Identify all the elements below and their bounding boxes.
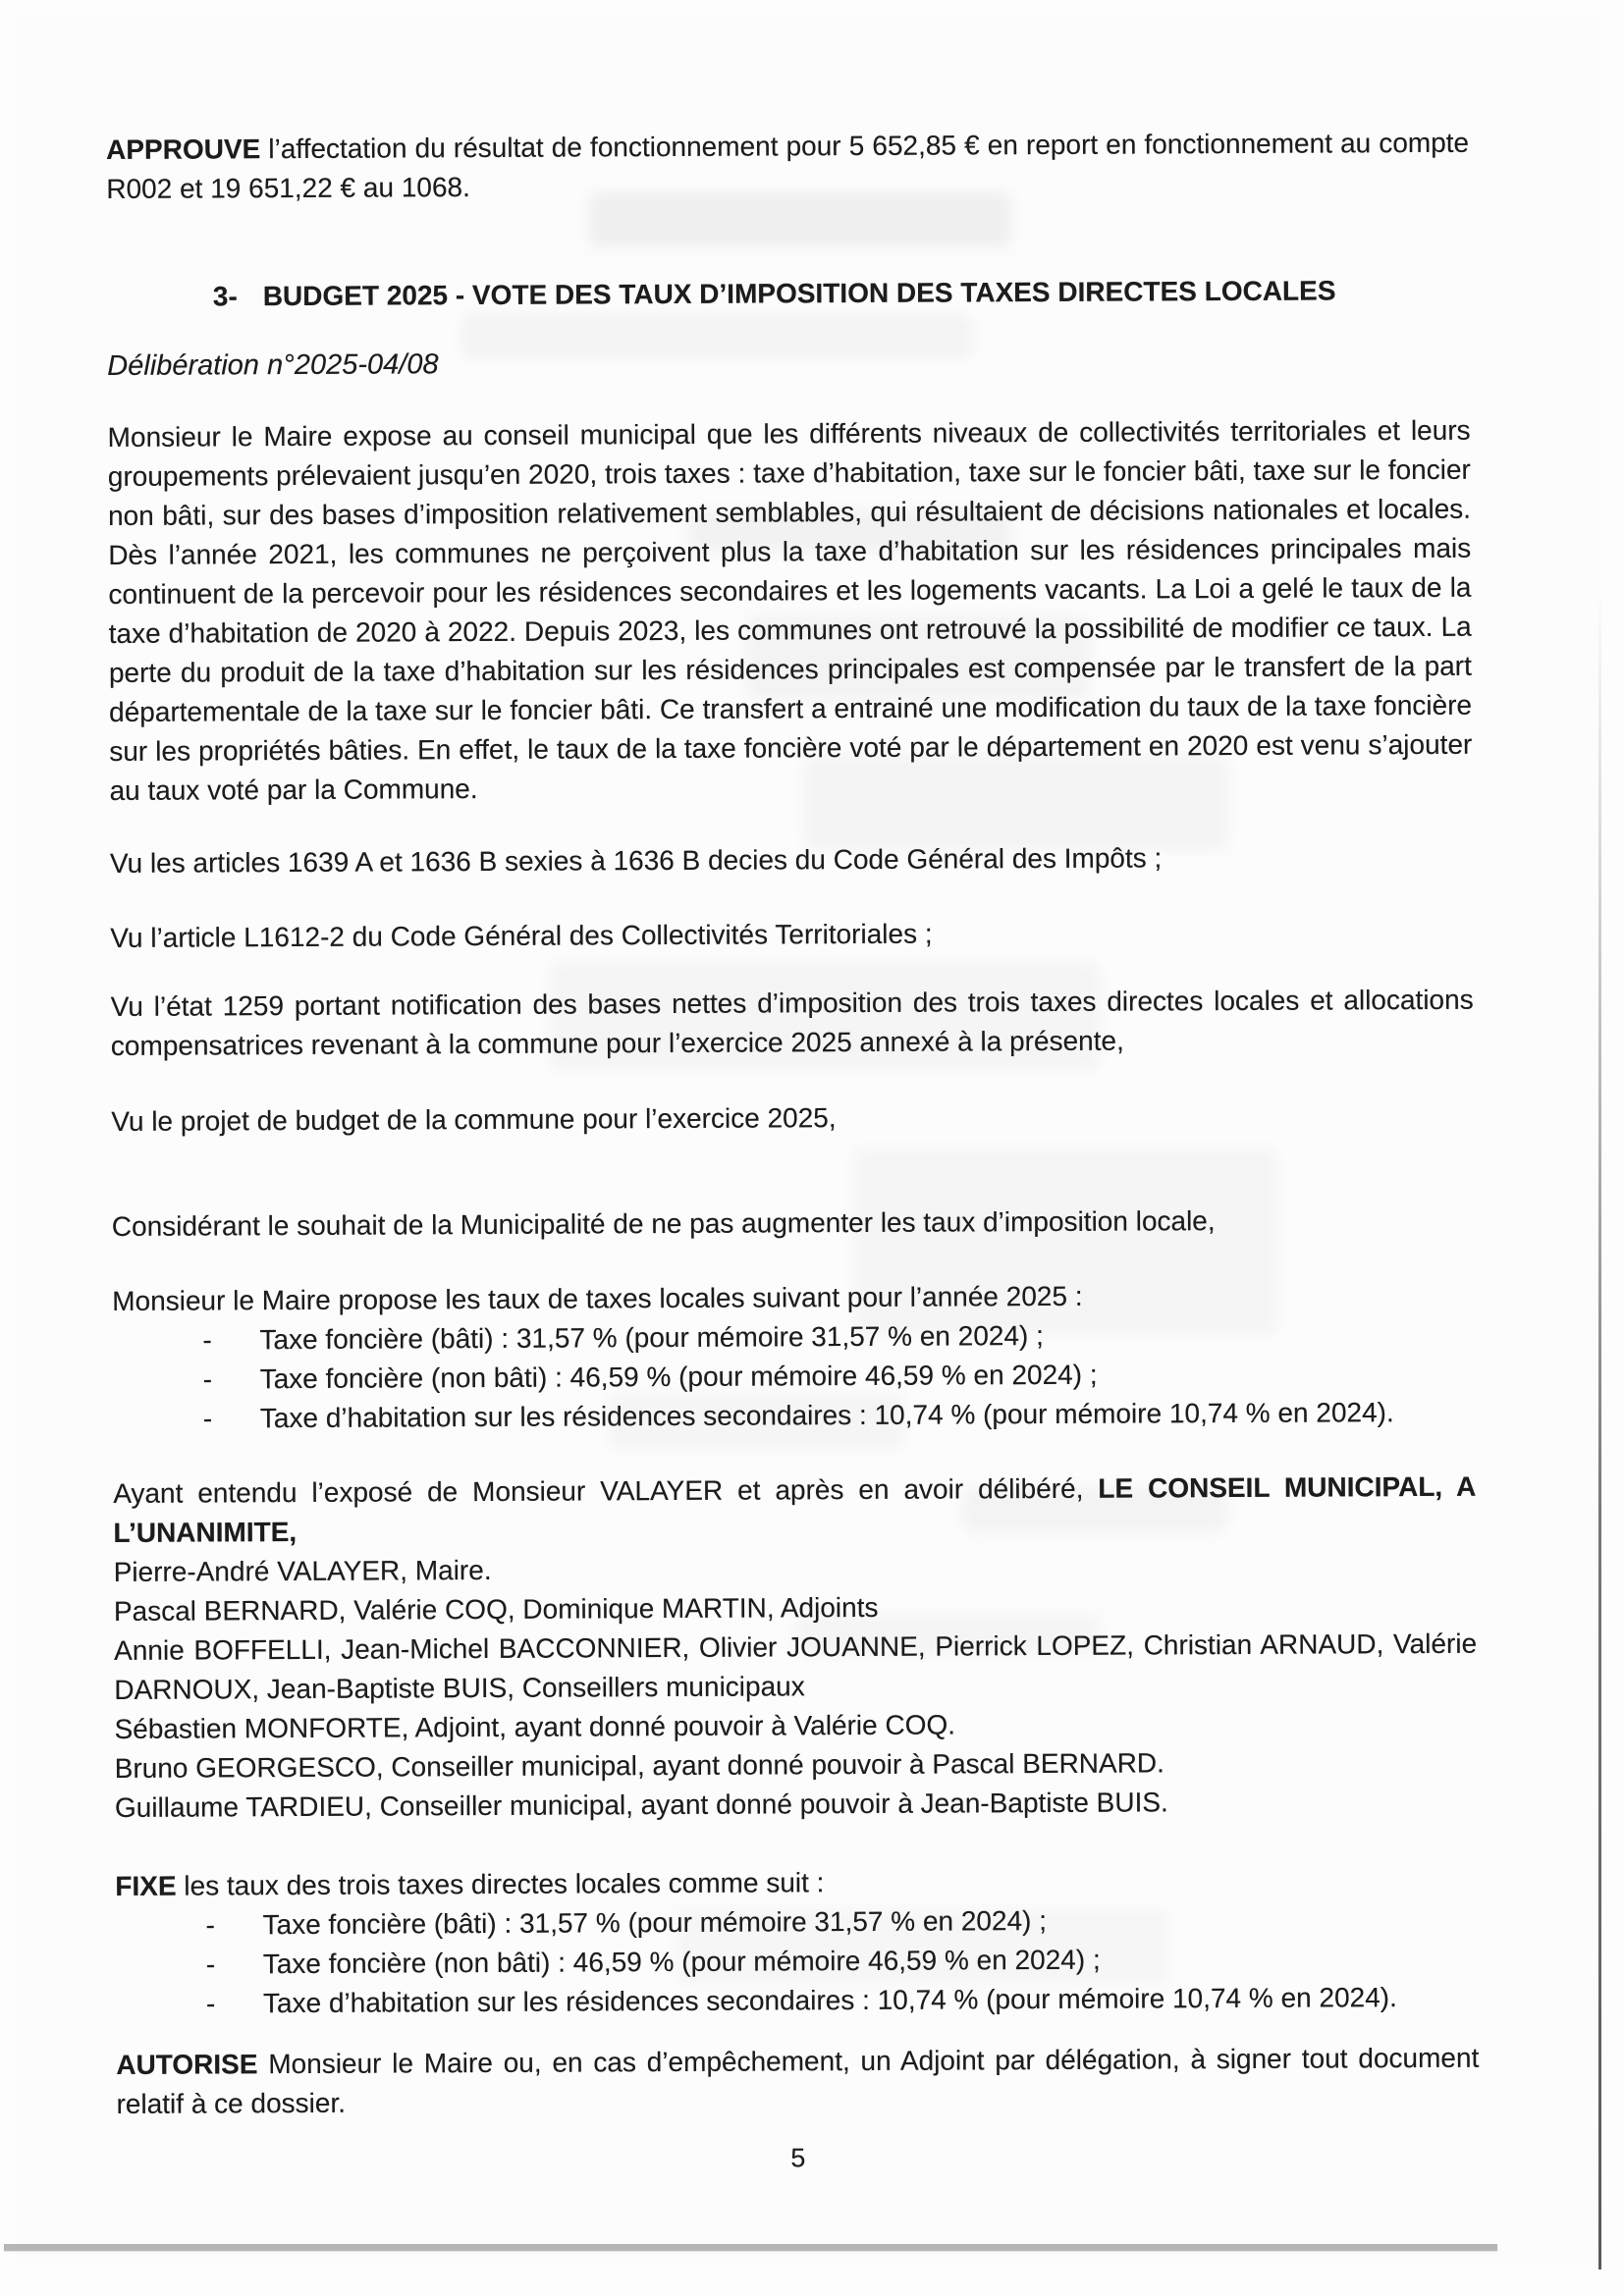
proposed-rate-text: Taxe foncière (bâti) : 31,57 % (pour mémoire 31,57 % en 2024) ; (259, 1320, 1044, 1356)
visa-budget: Vu le projet de budget de la commune pour l’exercice 2025, (111, 1102, 837, 1137)
section-heading (107, 271, 1470, 317)
decision-bold-text: LE CONSEIL MUNICIPAL, A L’UNANIMITE (113, 1470, 1477, 1548)
fixe-text: les taux des trois taxes directes locales comme suit : (184, 1867, 825, 1901)
scan-edge-line-right (1598, 589, 1601, 2269)
attendee-line: Guillaume TARDIEU, Conseiller municipal, ayant donné pouvoir à Jean-Baptiste BUIS. (114, 1787, 1168, 1823)
approuve-text: l’affectation du résultat de fonctionnement pour 5 652,85 € en report en fonctionnement au compte R002 et 19 651,22 € au 1068. (106, 127, 1470, 204)
section-title: BUDGET 2025 - VOTE DES TAUX D’IMPOSITION DES TAXES DIRECTES LOCALES (262, 275, 1336, 312)
fixed-rate-text: Taxe foncière (non bâti) : 46,59 % (pour mémoire 46,59 % en 2024) ; (262, 1944, 1101, 1980)
bullet-dash: - (205, 1949, 216, 1980)
keyword-autorise: AUTORISE (116, 2049, 258, 2080)
fixed-rate-text: Taxe foncière (bâti) : 31,57 % (pour mémoire 31,57 % en 2024) ; (262, 1905, 1048, 1941)
keyword-approuve: APPROUVE (106, 133, 261, 165)
bullet-dash: - (202, 1403, 213, 1434)
visa-article-l1612: Vu l’article L1612-2 du Code Général des Collectivités Territoriales ; (110, 918, 933, 953)
autorise-text: Monsieur le Maire ou, en cas d’empêchement, un Adjoint par délégation, à signer tout document relatif à ce dossier. (116, 2042, 1480, 2119)
visa-etat-1259: Vu l’état 1259 portant notification des bases nettes d’imposition des trois taxes directes locales et allocations compensatrices revenant à la commune pour l’exercice 2025 annexé à la présente, (110, 984, 1474, 1061)
attendee-line: Bruno GEORGESCO, Conseiller municipal, ayant donné pouvoir à Pascal BERNARD. (114, 1747, 1164, 1784)
decision-after: , (289, 1517, 298, 1548)
proposed-rate-item (113, 1393, 1476, 1439)
proposed-rate-text: Taxe foncière (non bâti) : 46,59 % (pour mémoire 46,59 % en 2024) ; (259, 1359, 1098, 1395)
section-number: 3- (212, 281, 238, 312)
attendee-line: Pascal BERNARD, Valérie COQ, Dominique MARTIN, Adjoints (113, 1591, 879, 1627)
page-number: 5 (790, 2143, 806, 2173)
scan-edge-line-bottom (4, 2244, 1497, 2251)
proposal-intro: Monsieur le Maire propose les taux de taxes locales suivant pour l’année 2025 : (112, 1280, 1083, 1316)
bullet-dash: - (205, 1988, 216, 2019)
decision-text: Ayant entendu l’exposé de Monsieur VALAYER et après en avoir délibéré, (113, 1472, 1099, 1509)
paragraph-approuve (106, 124, 1469, 209)
keyword-fixe: FIXE (115, 1870, 177, 1901)
proposed-rate-text: Taxe d’habitation sur les résidences secondaires : 10,74 % (pour mémoire 10,74 % en 2024). (259, 1397, 1394, 1434)
fixed-rate-item (116, 1978, 1479, 2024)
attendee-line: Sébastien MONFORTE, Adjoint, ayant donné pouvoir à Valérie COQ. (114, 1709, 956, 1744)
visa-articles: Vu les articles 1639 A et 1636 B sexies à 1636 B decies du Code Général des Impôts ; (109, 842, 1163, 879)
paragraph-considerant: Considérant le souhait de la Municipalité de ne pas augmenter les taux d’imposition locale, (111, 1205, 1216, 1242)
bullet-dash: - (205, 1909, 215, 1941)
attendee-line: Pierre-André VALAYER, Maire. (113, 1554, 492, 1587)
fixed-rate-text: Taxe d’habitation sur les résidences secondaires : 10,74 % (pour mémoire 10,74 % en 2024). (262, 1982, 1397, 2019)
attendee-line: Annie BOFFELLI, Jean-Michel BACCONNIER, Olivier JOUANNE, Pierrick LOPEZ, Christian ARNAUD, Valérie DARNOUX, Jean-Baptiste BUIS, Conseillers municipaux (114, 1628, 1478, 1705)
document-body (106, 124, 1480, 2181)
paragraph-decision (113, 1468, 1476, 1553)
paragraph-expose: Monsieur le Maire expose au conseil municipal que les différents niveaux de collectivités territoriales et leurs groupements prélevaient jusqu’en 2020, trois taxes : taxe d’habitation, taxe sur le foncier bâti, taxe sur le foncier non bâti, sur des bases d’imposition relativement semblables, qui résultaient de décisions nationales et locales. Dès l’année 2021, les communes ne perçoivent plus la taxe d’habitation sur les résidences principales mais continuent de la percevoir pour les résidences secondaires et les logements vacants. La Loi a gelé le taux de la taxe d’habitation de 2020 à 2022. Depuis 2023, les communes ont retrouvé la possibilité de modifier ce taux. La perte du produit de la taxe d’habitation sur les résidences principales est compensée par le transfert de la part départementale de la taxe sur le foncier bâti. Ce transfert a entrainé une modification du taux de la taxe foncière sur les propriétés bâties. En effet, le taux de la taxe foncière voté par le département en 2020 est venu s’ajouter au taux voté par la Commune. (107, 414, 1473, 806)
bullet-dash: - (202, 1363, 213, 1395)
bullet-dash: - (202, 1324, 212, 1356)
deliberation-reference: Délibération n°2025-04/08 (107, 348, 439, 382)
paragraph-autorise (116, 2039, 1479, 2124)
